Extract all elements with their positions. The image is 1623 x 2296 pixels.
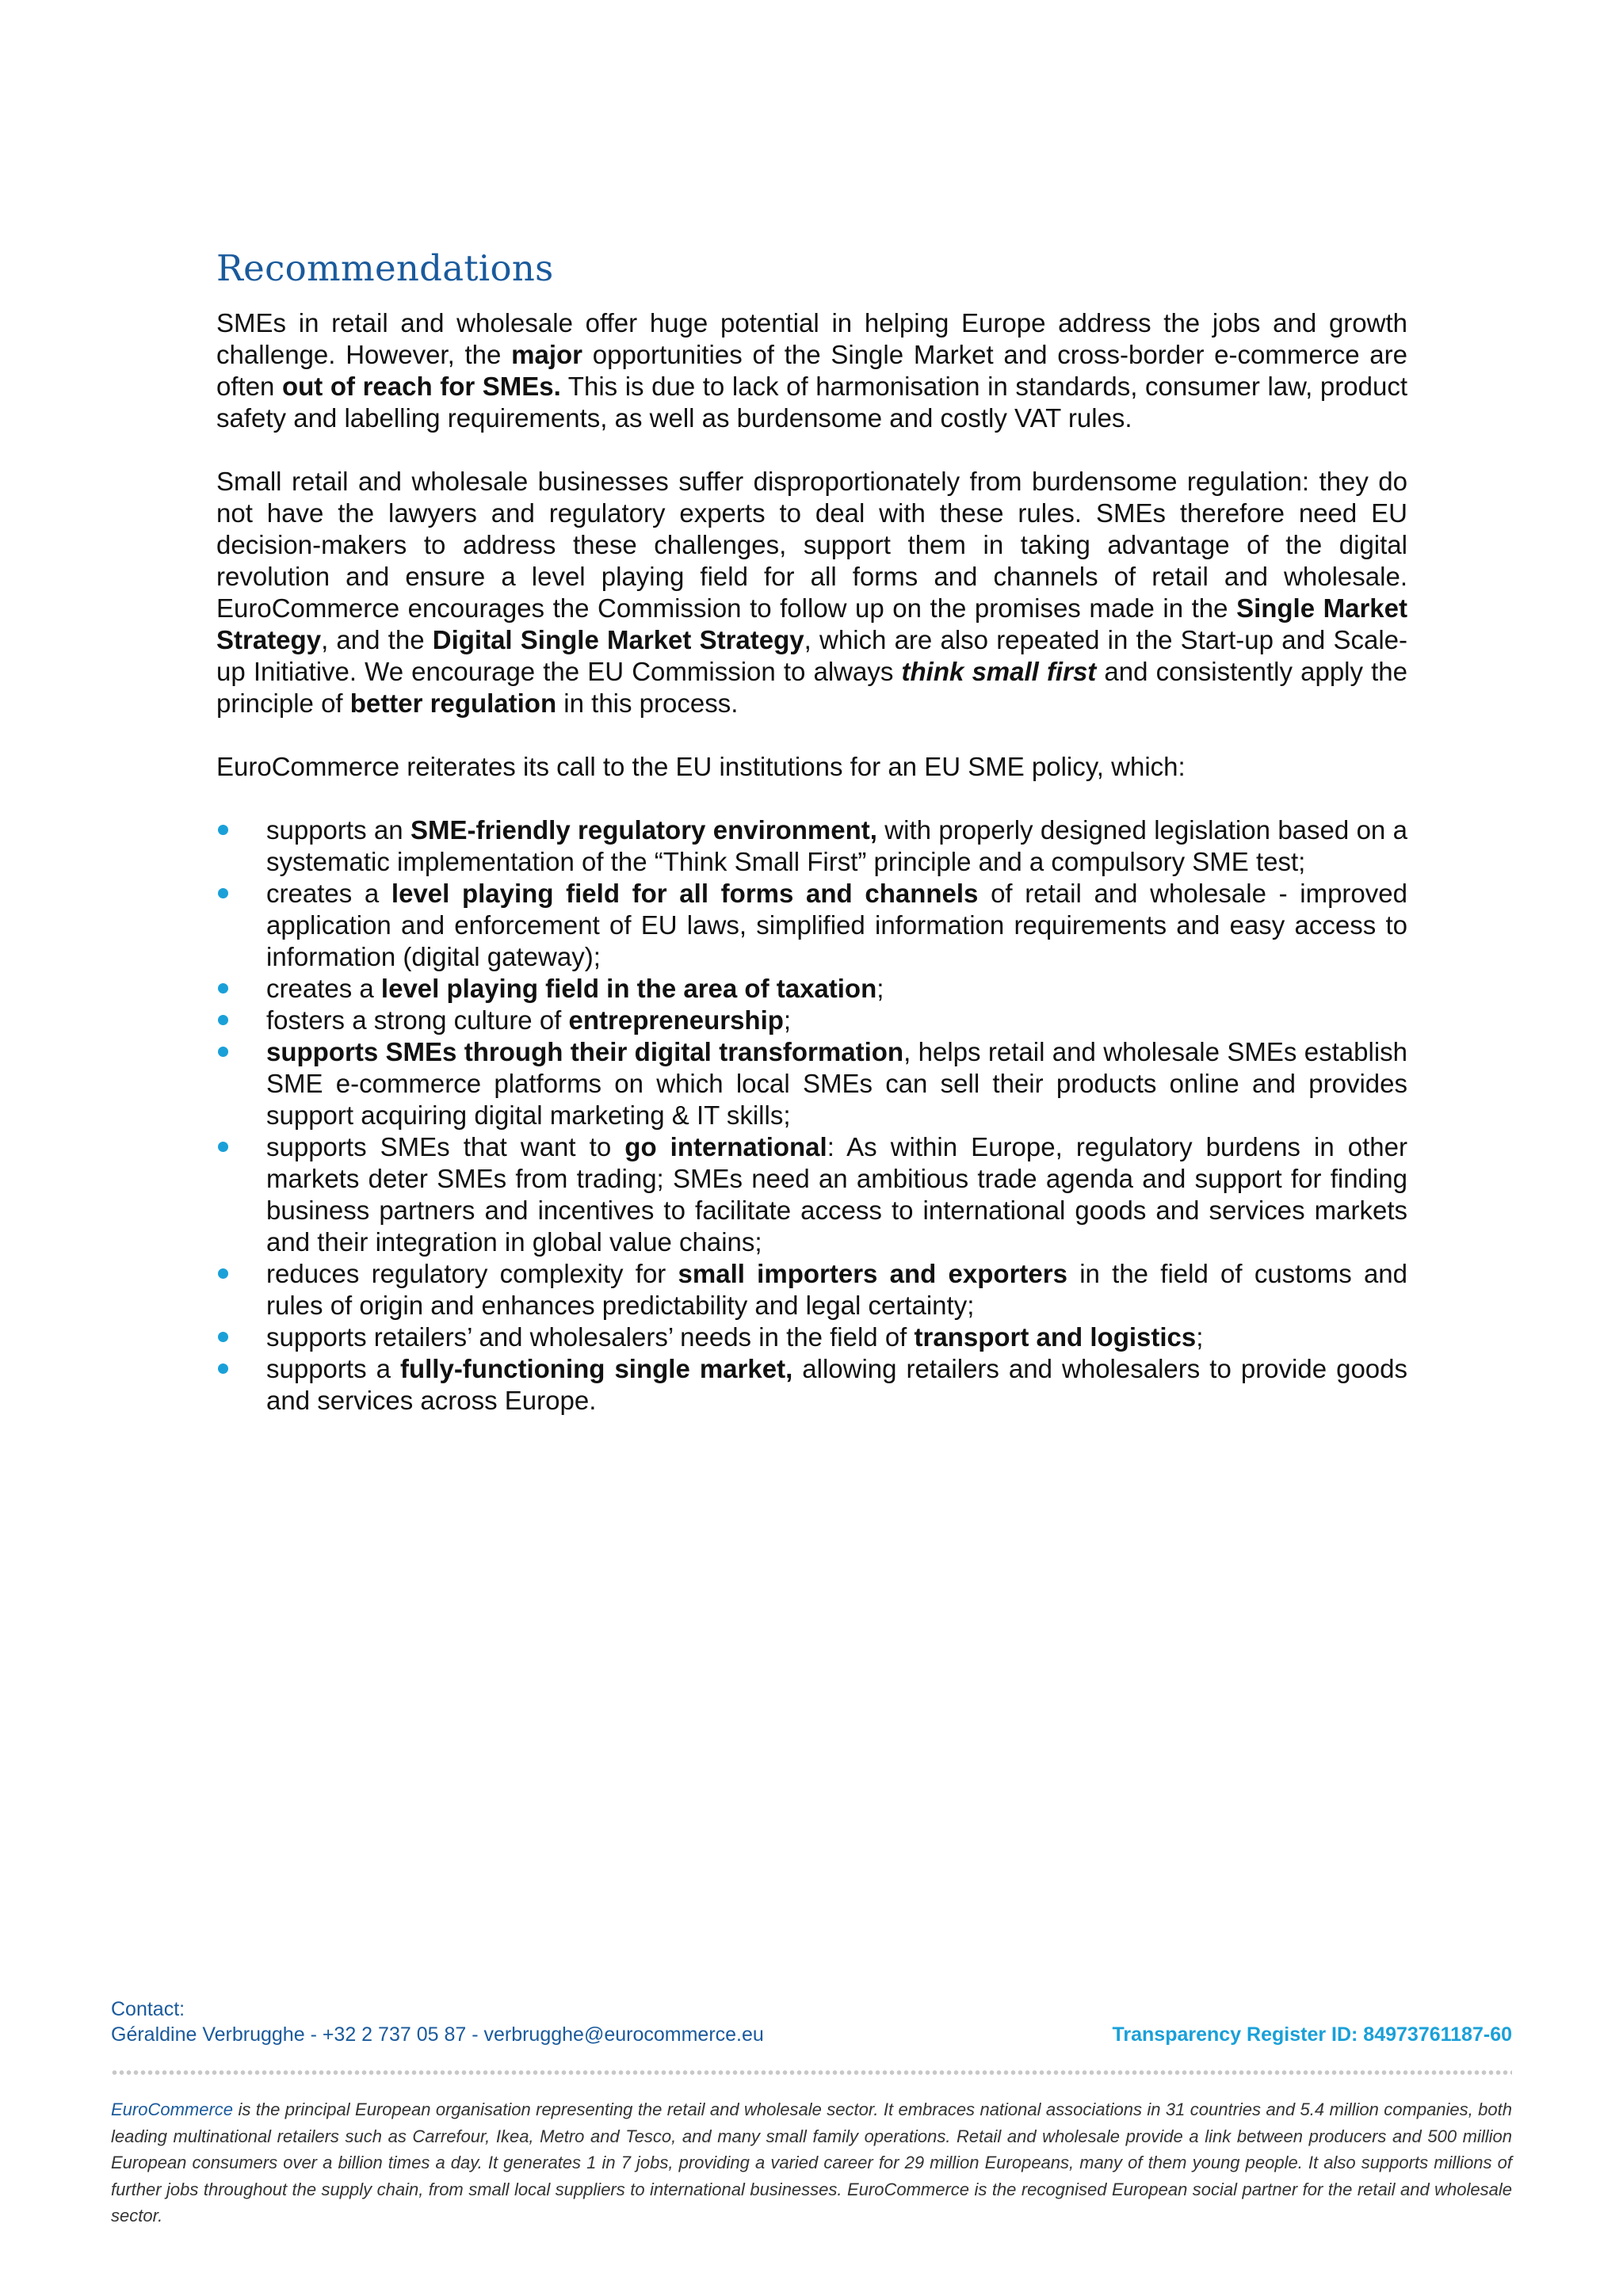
policy-bullet-list [216, 814, 1407, 1417]
bullet-dot-icon [218, 1142, 228, 1152]
bold-text: fully-functioning single market, [399, 1354, 793, 1383]
text-run: : As within Europe, regulatory burdens in other markets deter SMEs from trading; SMEs need an ambitious trade agenda and support for finding business partners and incentives to facilitate access to international goods and services markets and their integration in global value chains; [266, 1132, 1408, 1257]
bullet-dot-icon [218, 1363, 228, 1374]
text-run: supports retailers’ and wholesalers’ needs in the field of [266, 1322, 915, 1352]
bullet-item [216, 1036, 1407, 1131]
text-run: creates a [266, 974, 381, 1003]
bold-text: out of reach for SMEs. [281, 372, 561, 401]
contact-details: Géraldine Verbrugghe - +32 2 737 05 87 - verbrugghe@eurocommerce.eu [111, 2023, 764, 2046]
bullet-item [216, 1005, 1407, 1036]
bullet-text [266, 815, 1407, 876]
dotted-divider [111, 2069, 1512, 2076]
text-run: supports an [266, 815, 411, 845]
bullet-text [266, 879, 1407, 971]
bold-text: go international [624, 1132, 827, 1161]
bullet-item [216, 1353, 1407, 1417]
organisation-name: EuroCommerce [111, 2100, 234, 2119]
emphasis-text: think small first [901, 657, 1097, 686]
text-run: fosters a strong culture of [266, 1005, 569, 1035]
bullet-dot-icon [218, 983, 228, 994]
bullet-text [266, 1322, 1203, 1352]
text-run: This is due to lack of harmonisation in standards, consumer law, product safety and labelling requirements, as well as burdensome and costly VAT rules. [216, 372, 1407, 433]
main-content [216, 307, 1407, 1417]
text-run: Small retail and wholesale businesses suffer disproportionately from burdensome regulation: they do not have the lawyers and regulatory experts to deal with these rules. SMEs therefore need EU decision-makers to address these challenges, support them in taking advantage of the digital revolution and ensure a level playing field for all forms and channels of retail and wholesale. EuroCommerce encourages the Commission to follow up on the promises made in the [216, 467, 1407, 623]
text-run: and consistently apply the principle of [216, 657, 1407, 718]
bullet-dot-icon [218, 1268, 228, 1279]
text-run: , and the [321, 625, 433, 654]
bullet-text [266, 1132, 1407, 1257]
text-run: supports a [266, 1354, 400, 1383]
text-run: with properly designed legislation based on a systematic implementation of the “Think Small First” principle and a compulsory SME test; [266, 815, 1407, 876]
page-title: Recommendations [216, 247, 554, 290]
page-background [0, 0, 220, 2296]
bullet-item [216, 878, 1407, 973]
bullet-dot-icon [218, 888, 228, 898]
text-run: creates a [266, 879, 391, 908]
bullet-text [266, 1354, 1407, 1415]
text-run: , which are also repeated in the Start-up and Scale-up Initiative. We encourage the EU Commission to always [216, 625, 1407, 686]
bullet-text [266, 1037, 1407, 1130]
text-run: SMEs in retail and wholesale offer huge potential in helping Europe address the jobs and growth challenge. However, the [216, 308, 1407, 369]
text-run: in this process. [556, 688, 739, 718]
bullet-dot-icon [218, 1047, 228, 1057]
paragraph-intro [216, 307, 1407, 434]
bold-text: major [511, 340, 582, 369]
bold-text: entrepreneurship [568, 1005, 784, 1035]
text-run: in the field of customs and rules of origin and enhances predictability and legal certainty; [266, 1259, 1408, 1320]
bullet-dot-icon [218, 825, 228, 835]
bullet-dot-icon [218, 1015, 228, 1025]
bullet-item [216, 973, 1407, 1005]
bold-text: level playing field for all forms and channels [391, 879, 979, 908]
bold-text: Single Market Strategy [216, 593, 1407, 654]
bullet-text [266, 1259, 1407, 1320]
footer [111, 1997, 1512, 2229]
text-run: supports SMEs that want to [266, 1132, 625, 1161]
bold-text: better regulation [349, 688, 557, 718]
paragraph-regulation [216, 466, 1407, 719]
text-run: of retail and wholesale - improved application and enforcement of EU laws, simplified information requirements and easy access to information (digital gateway); [266, 879, 1407, 971]
text-run: EuroCommerce reiterates its call to the EU institutions for an EU SME policy, which: [216, 752, 1186, 781]
bold-text: small importers and exporters [678, 1259, 1067, 1288]
text-run: ; [876, 974, 884, 1003]
text-run: ; [783, 1005, 792, 1035]
bullet-item [216, 1131, 1407, 1258]
organisation-description [111, 2096, 1512, 2229]
bullet-dot-icon [218, 1332, 228, 1342]
transparency-register-id: Transparency Register ID: 84973761187-60 [1112, 2023, 1512, 2046]
text-run: allowing retailers and wholesalers to provide goods and services across Europe. [266, 1354, 1408, 1415]
emphasis-run [902, 657, 1097, 686]
bullet-item [216, 1322, 1407, 1353]
bold-text: level playing field in the area of taxation [380, 974, 877, 1003]
bold-text: supports SMEs through their digital transformation [266, 1037, 904, 1066]
bullet-item [216, 1258, 1407, 1322]
text-run: reduces regulatory complexity for [266, 1259, 678, 1288]
bullet-text [266, 1005, 791, 1035]
bold-text: Digital Single Market Strategy [432, 625, 804, 654]
text-run: opportunities of the Single Market and cross-border e-commerce are often [216, 340, 1407, 401]
organisation-text: is the principal European organisation representing the retail and wholesale sector. It embraces national associations in 31 countries and 5.4 million companies, both leading multinational retailers such as Carrefour, Ikea, Metro and Tesco, and many small family operations. Retail and wholesale provide a link between producers and 500 million European consumers over a billion times a day. It generates 1 in 7 jobs, providing a varied career for 29 million Europeans, many of them young people. It also supports millions of further jobs throughout the supply chain, from small local suppliers to international businesses. EuroCommerce is the recognised European social partner for the retail and wholesale sector. [111, 2100, 1512, 2225]
paragraph-call [216, 751, 1407, 783]
bold-text: transport and logistics [914, 1322, 1197, 1352]
bullet-text [266, 974, 884, 1003]
contact-label: Contact: [111, 1998, 185, 2020]
bold-text: SME-friendly regulatory environment, [410, 815, 877, 845]
text-run: ; [1196, 1322, 1204, 1352]
bullet-item [216, 814, 1407, 878]
contact-row [111, 2022, 1512, 2049]
text-run: , helps retail and wholesale SMEs establish SME e-commerce platforms on which local SMEs can sell their products online and provides support acquiring digital marketing & IT skills; [266, 1037, 1408, 1130]
